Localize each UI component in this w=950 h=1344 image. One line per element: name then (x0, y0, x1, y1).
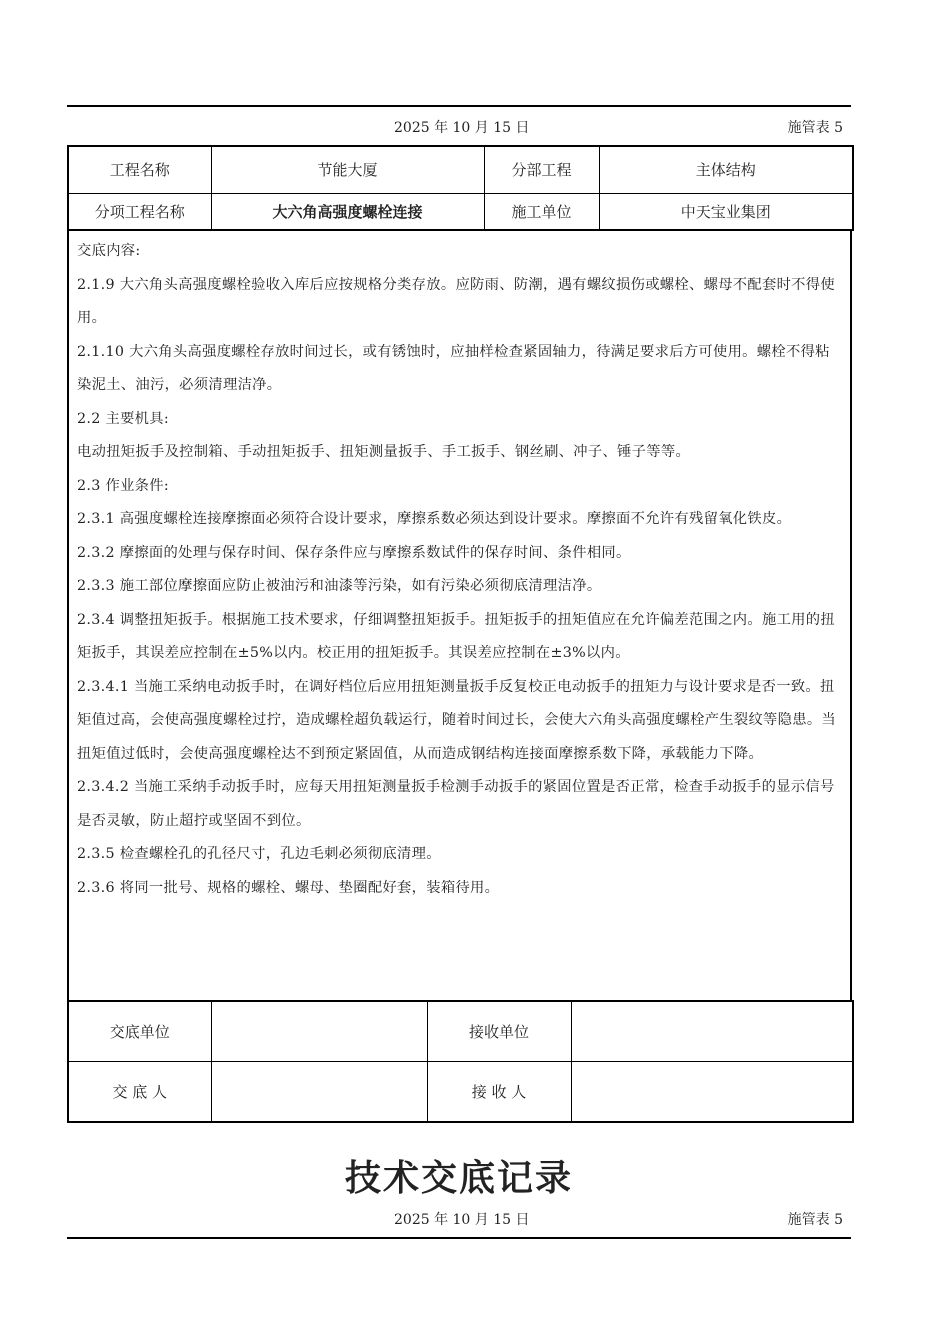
issuer-field[interactable] (211, 1061, 427, 1122)
content-paragraph: 2.3.2 摩擦面的处理与保存时间、保存条件应与摩擦系数试件的保存时间、条件相同。 (77, 544, 631, 561)
form-number: 施管表 5 (787, 120, 843, 136)
content-heading: 交底内容: (77, 243, 141, 259)
content-paragraph: 2.3 作业条件: (77, 477, 169, 494)
contractor-label: 施工单位 (484, 193, 599, 230)
issuer-label: 交 底 人 (68, 1061, 211, 1122)
next-page-form-number: 施管表 5 (787, 1212, 843, 1228)
issuer-unit-field[interactable] (211, 1001, 427, 1061)
receiver-field[interactable] (571, 1061, 853, 1122)
project-name-value: 节能大厦 (211, 146, 484, 193)
content-paragraph: 电动扭矩扳手及控制箱、手动扭矩扳手、扭矩测量扳手、手工扳手、钢丝刷、冲子、锤子等等。 (77, 444, 691, 460)
content-paragraph: 2.3.5 检查螺栓孔的孔径尺寸，孔边毛刺必须彻底清理。 (77, 846, 441, 862)
issuer-unit-label: 交底单位 (68, 1001, 211, 1061)
signoff-table (67, 1000, 854, 1123)
receiver-unit-field[interactable] (571, 1001, 853, 1061)
info-row-1 (68, 146, 853, 193)
bottom-rule (67, 1237, 851, 1239)
document-title: 技术交底记录 (344, 1158, 573, 1199)
content-paragraph: 2.1.9 大六角头高强度螺栓验收入库后应按规格分类存放。应防雨、防潮，遇有螺纹损伤或螺栓、螺母不配套时不得使用。 (77, 276, 835, 326)
contractor-value: 中天宝业集团 (599, 193, 853, 230)
signoff-row-units (68, 1001, 853, 1061)
header-meta (67, 117, 851, 137)
briefing-content (67, 231, 852, 1000)
receiver-label: 接 收 人 (427, 1061, 571, 1122)
top-rule (67, 105, 851, 107)
next-page-date: 2025 年 10 月 15 日 (394, 1212, 530, 1228)
project-name-label: 工程名称 (68, 146, 211, 193)
content-paragraph: 2.2 主要机具: (77, 410, 169, 427)
division-value: 主体结构 (599, 146, 853, 193)
next-page-meta (67, 1209, 851, 1229)
project-info-table (67, 145, 854, 231)
signoff-row-persons (68, 1061, 853, 1122)
receiver-unit-label: 接收单位 (427, 1001, 571, 1061)
content-paragraph: 2.3.4 调整扭矩扳手。根据施工技术要求，仔细调整扭矩扳手。扭矩扳手的扭矩值应在允许偏差范围之内。施工用的扭矩扳手，其误差应控制在±5%以内。校正用的扭矩扳手。其误差应控制在±3%以内。 (77, 611, 835, 661)
subitem-value: 大六角高强度螺栓连接 (211, 193, 484, 230)
content-paragraph: 2.1.10 大六角头高强度螺栓存放时间过长，或有锈蚀时，应抽样检查紧固轴力，待满足要求后方可使用。螺栓不得粘染泥土、油污，必须清理洁净。 (77, 343, 830, 393)
info-row-2 (68, 193, 853, 230)
content-paragraph: 2.3.3 施工部位摩擦面应防止被油污和油漆等污染，如有污染必须彻底清理洁净。 (77, 578, 602, 594)
record-date: 2025 年 10 月 15 日 (394, 120, 530, 136)
content-paragraph: 2.3.1 高强度螺栓连接摩擦面必须符合设计要求，摩擦系数必须达到设计要求。摩擦面不允许有残留氧化铁皮。 (77, 511, 792, 527)
subitem-label: 分项工程名称 (68, 193, 211, 230)
content-paragraph: 2.3.4.2 当施工采纳手动扳手时，应每天用扭矩测量扳手检测手动扳手的紧固位置是否正常，检查手动扳手的显示信号是否灵敏，防止超拧或坚固不到位。 (77, 779, 835, 829)
division-label: 分部工程 (484, 146, 599, 193)
content-paragraph: 2.3.4.1 当施工采纳电动扳手时，在调好档位后应用扭矩测量扳手反复校正电动扳手的扭矩力与设计要求是否一致。扭矩值过高，会使高强度螺栓过拧，造成螺栓超负载运行，随着时间过长，会使大六角头高强度螺栓产生裂纹等隐患。当扭矩值过低时，会使高强度螺栓达不到预定紧固值，从而造成钢结构连接面摩擦系数下降，承载能力下降。 (77, 678, 837, 762)
content-paragraph: 2.3.6 将同一批号、规格的螺栓、螺母、垫圈配好套，装箱待用。 (77, 879, 500, 896)
